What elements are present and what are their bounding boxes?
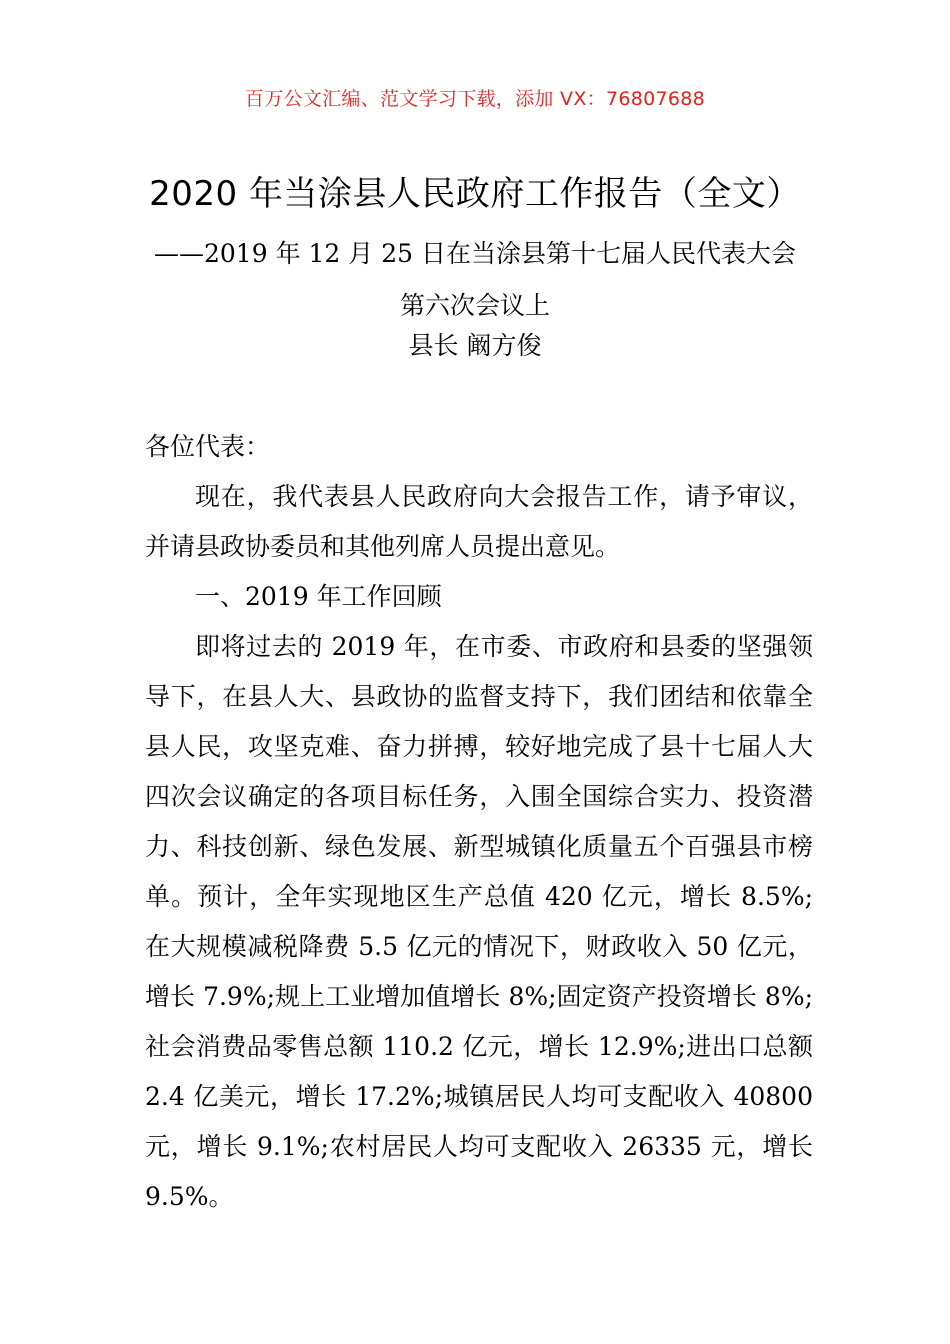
paragraph-intro: 现在，我代表县人民政府向大会报告工作，请予审议，并请县政协委员和其他列席人员提出意见。 — [145, 482, 813, 561]
paragraph-review: 即将过去的 2019 年，在市委、市政府和县委的坚强领导下，在县人大、县政协的监督支持下，我们团结和依靠全县人民，攻坚克难、奋力拼搏，较好地完成了县十七届人大四次会议确定的各项目标任务，入围全国综合实力、投资潜力、科技创新、绿色发展、新型城镇化质量五个百强县市榜单。预计，全年实现地区生产总值 420 亿元，增长 8.5%;在大规模减税降费 5.5 亿元的情况下，财政收入 50 亿元，增长 7.9%;规上工业增加值增长 8%;固定资产投资增长 8%;社会消费品零售总额 110.2 亿元，增长 12.9%;进出口总额 2.4 亿美元，增长 17.2%;城镇居民人均可支配收入 40800 元，增长 9.1%;农村居民人均可支配收入 26335 元，增长 9.5%。 — [145, 632, 813, 1211]
salutation: 各位代表： — [145, 432, 271, 461]
document-subtitle: ——2019 年 12 月 25 日在当涂县第十七届人民代表大会第六次会议上 — [154, 239, 796, 320]
document-author: 县长 阚方俊 — [408, 331, 542, 360]
document-title: 2020 年当涂县人民政府工作报告（全文） — [149, 174, 801, 214]
header-banner: 百万公文汇编、范文学习下载，添加 VX：76807688 — [244, 88, 706, 110]
document-body — [145, 422, 813, 1222]
section-heading: 一、2019 年工作回顾 — [195, 582, 442, 611]
